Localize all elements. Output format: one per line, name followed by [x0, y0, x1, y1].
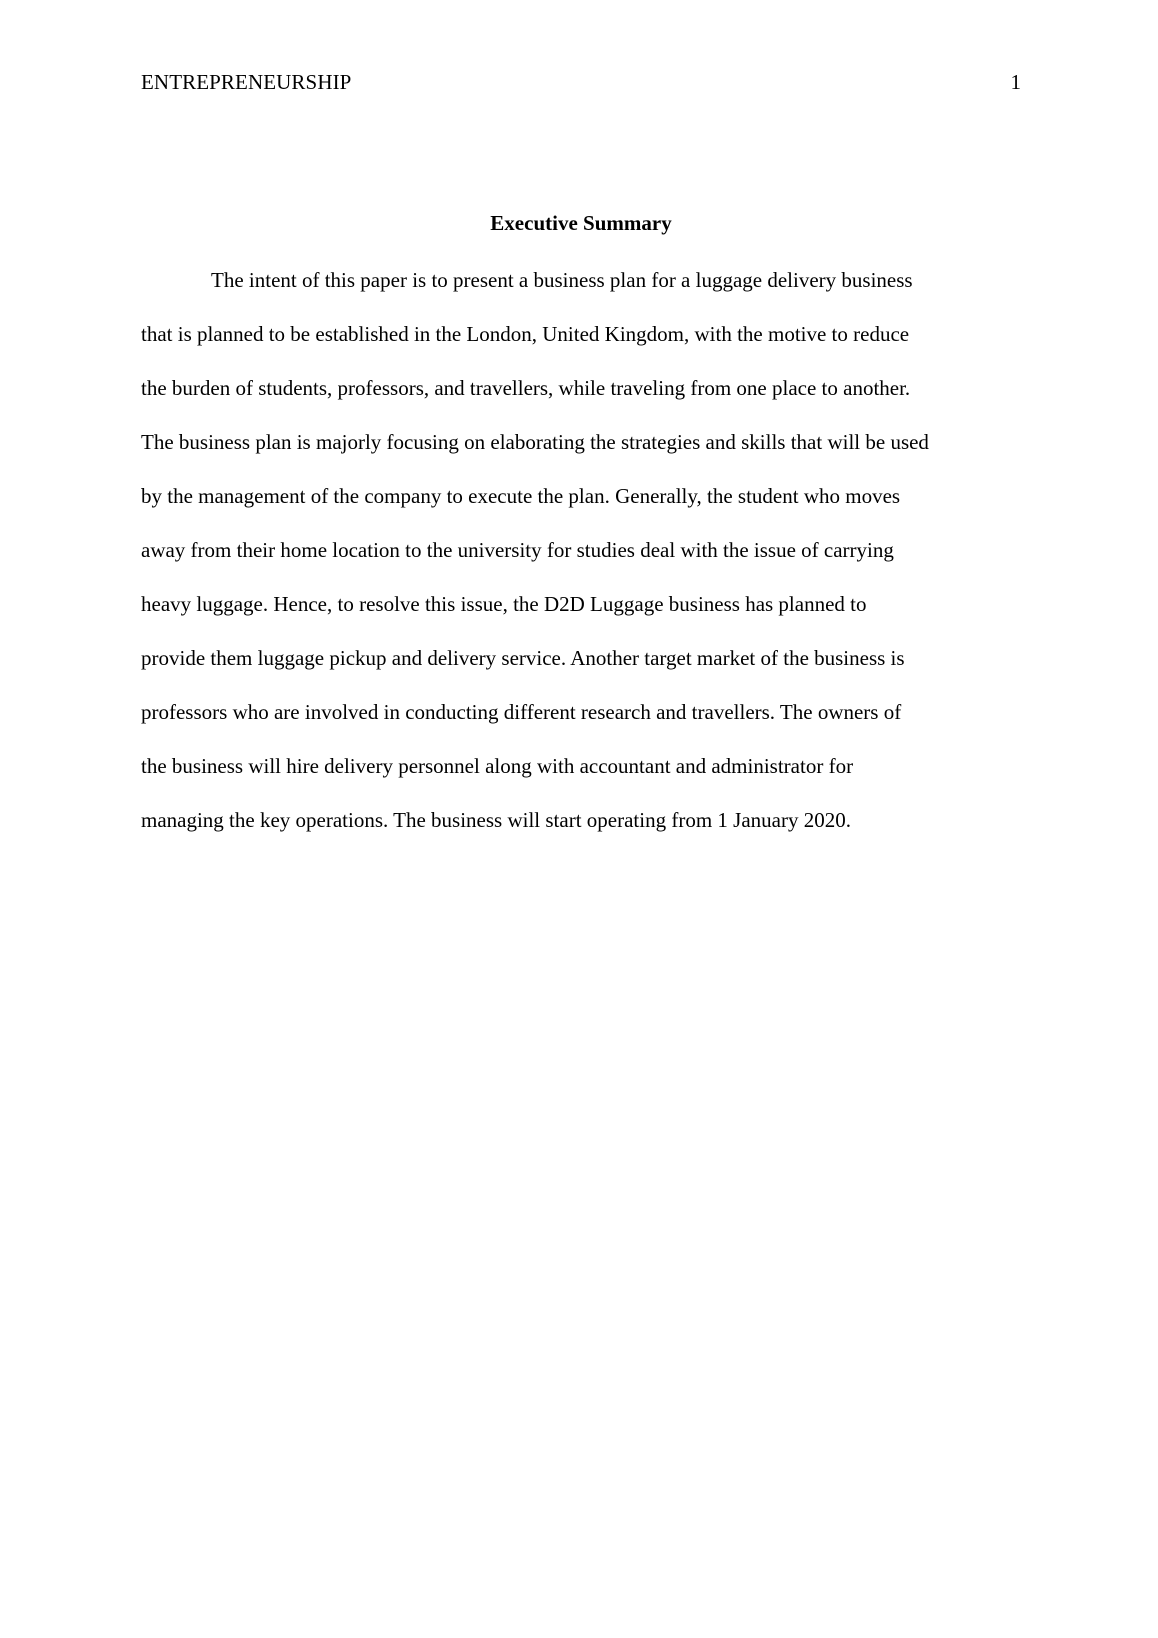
running-head: ENTREPRENEURSHIP: [141, 70, 352, 94]
paragraph-line: by the management of the company to execute the plan. Generally, the student who moves: [141, 484, 901, 508]
paragraph-line: The intent of this paper is to present a business plan for a luggage delivery business: [211, 268, 913, 292]
paragraph-line: that is planned to be established in the London, United Kingdom, with the motive to reduce: [141, 322, 910, 346]
paragraph-line: The business plan is majorly focusing on elaborating the strategies and skills that will be used: [141, 430, 929, 454]
executive-summary-paragraph: [141, 265, 1021, 859]
paragraph-line: provide them luggage pickup and delivery service. Another target market of the business is: [141, 646, 905, 670]
paragraph-line: the burden of students, professors, and travellers, while traveling from one place to another.: [141, 376, 911, 400]
paragraph-line: managing the key operations. The business will start operating from 1 January 2020.: [141, 808, 851, 832]
paragraph-line: away from their home location to the university for studies deal with the issue of carrying: [141, 538, 894, 562]
paragraph-line: heavy luggage. Hence, to resolve this issue, the D2D Luggage business has planned to: [141, 592, 867, 616]
paragraph-line: professors who are involved in conducting different research and travellers. The owners of: [141, 700, 902, 724]
page-number: 1: [1010, 70, 1021, 94]
paragraph-line: the business will hire delivery personnel along with accountant and administrator for: [141, 754, 854, 778]
section-title: Executive Summary: [490, 211, 672, 235]
